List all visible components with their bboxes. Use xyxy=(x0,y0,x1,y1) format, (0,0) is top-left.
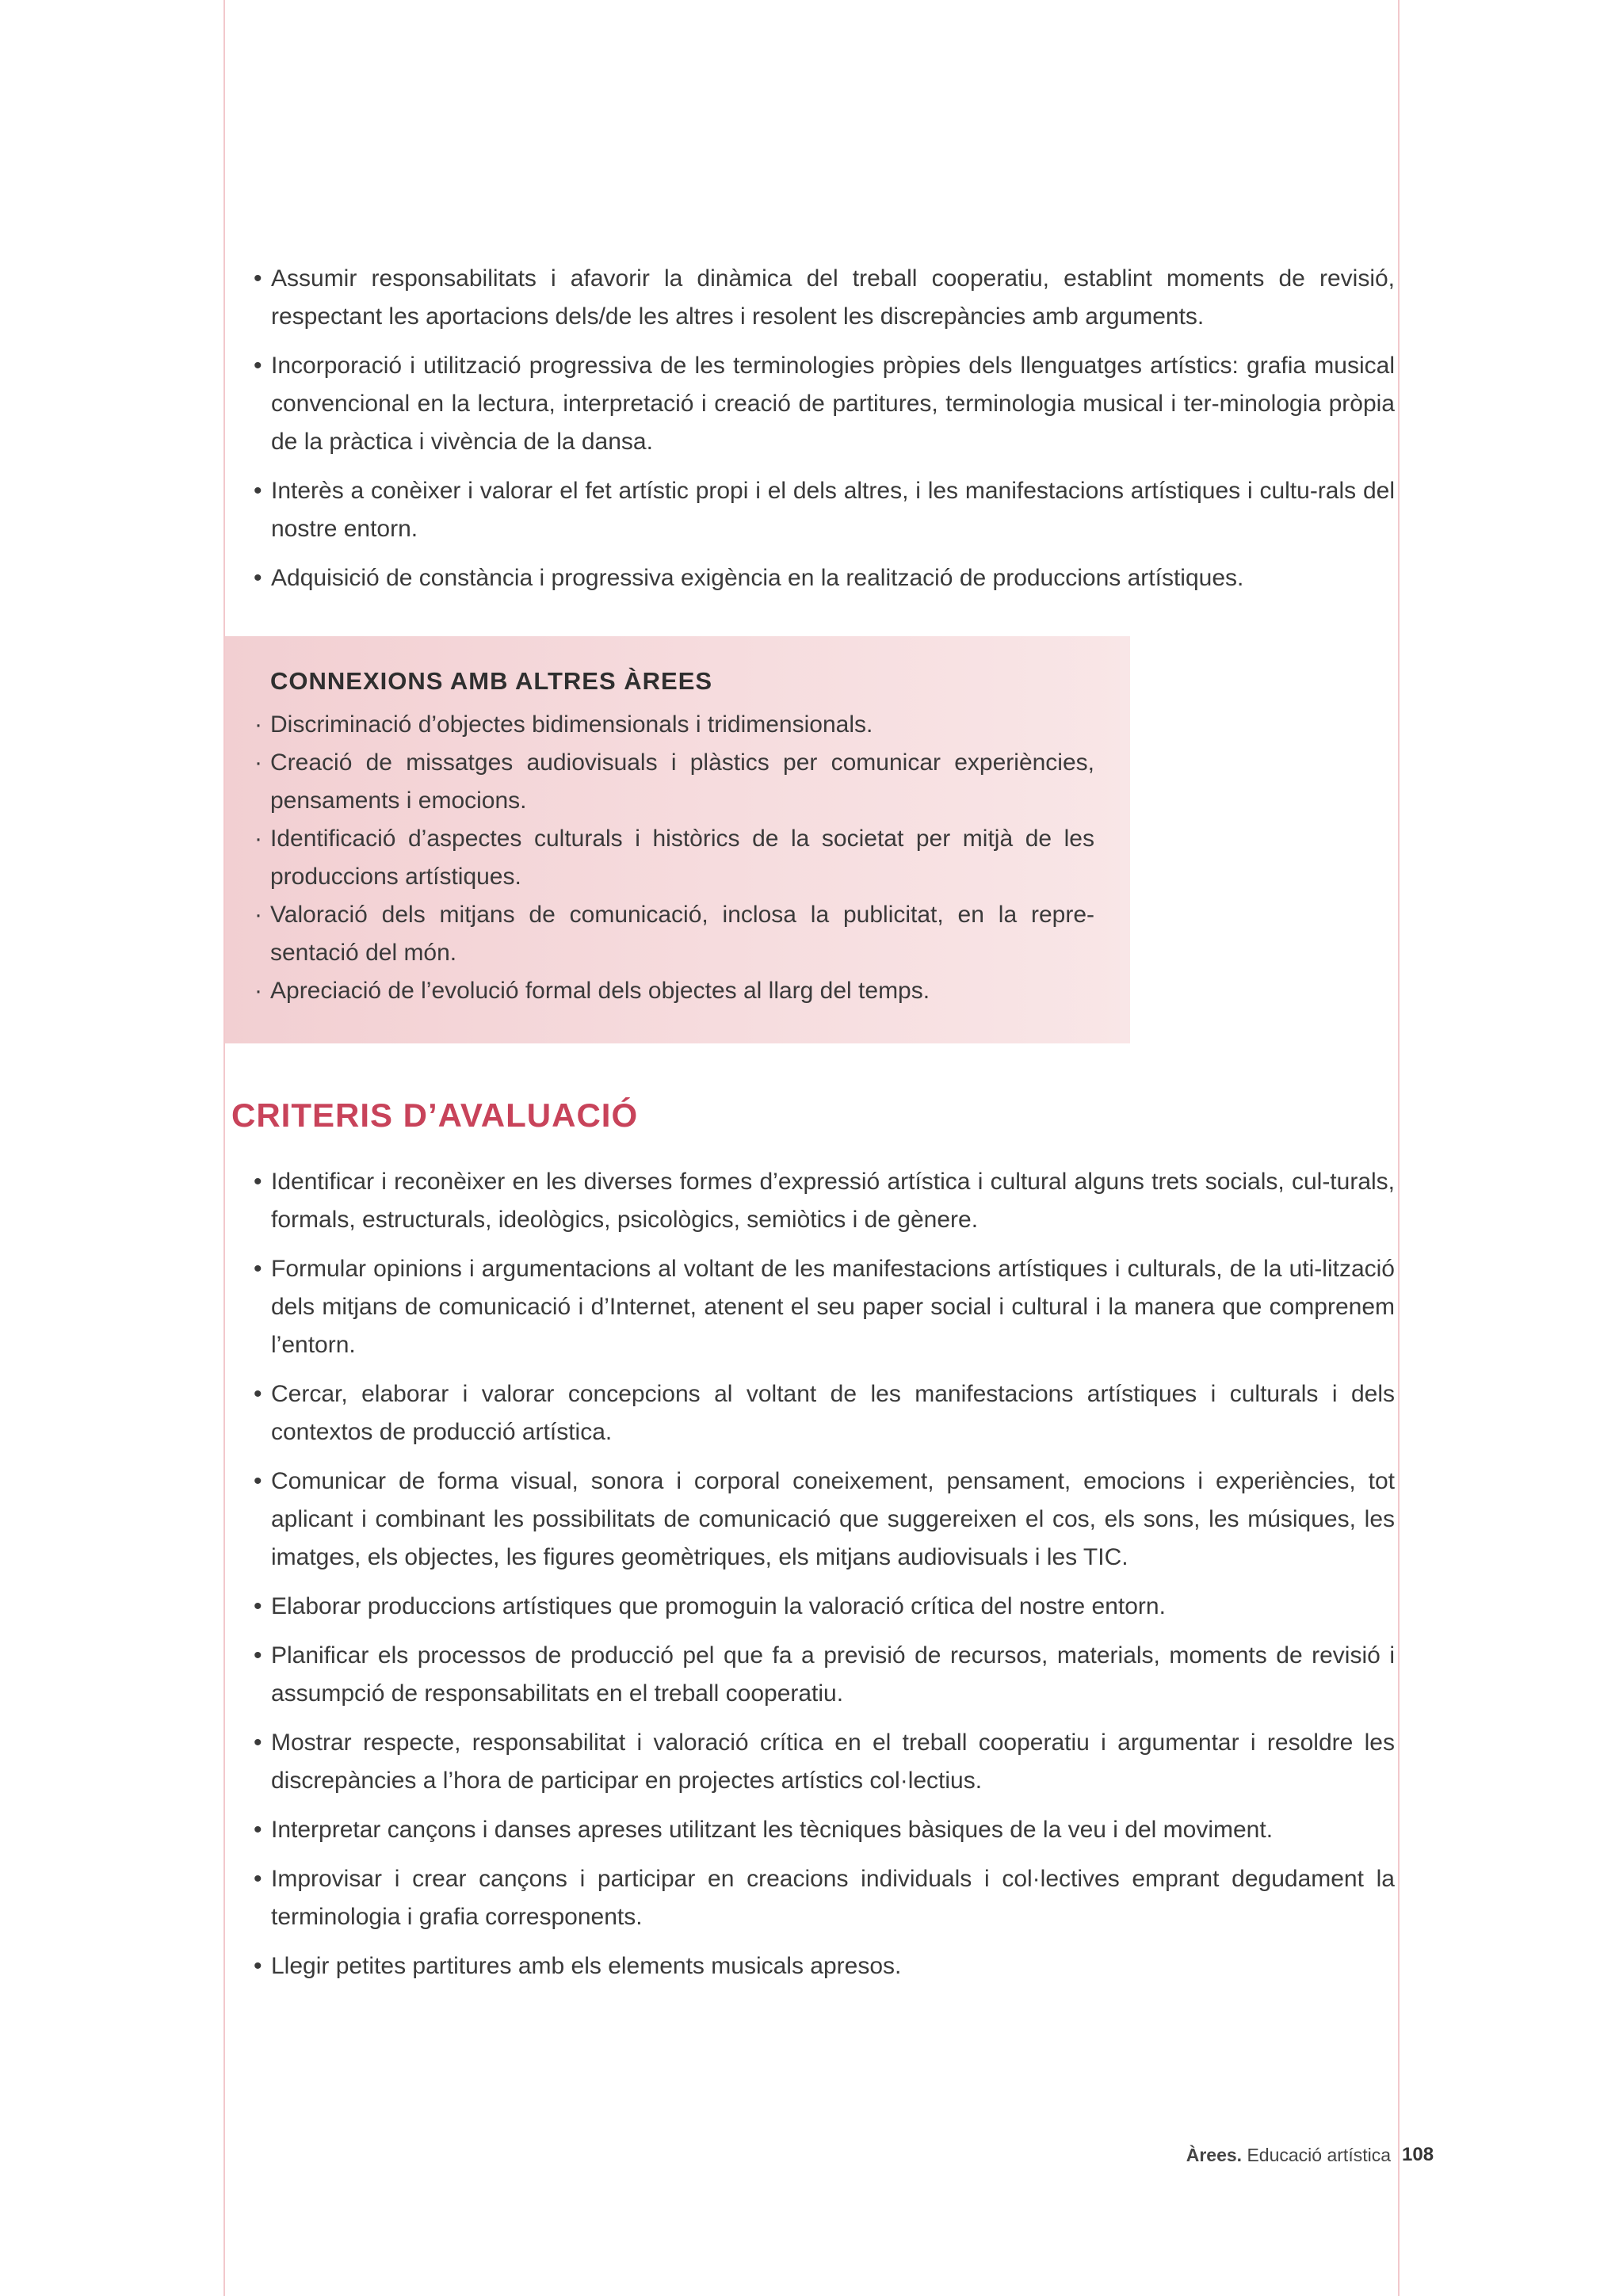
page-number: 108 xyxy=(1402,2144,1434,2165)
list-item-text: Creació de missatges audiovisuals i plàstics per comunicar experiències, pensaments i emocions. xyxy=(270,749,1094,814)
list-item xyxy=(253,744,1094,820)
list-item-text: Formular opinions i argumentacions al voltant de les manifestacions artístiques i culturals, de la uti-lització dels mitjans de comunicació i d’Internet, atenent el seu paper social i cultural i la manera que comprenem l’entorn. xyxy=(271,1256,1395,1358)
left-margin-rule xyxy=(223,0,225,2296)
footer-area-label: Àrees. xyxy=(1186,2145,1243,2165)
middot-icon: · xyxy=(254,978,262,1004)
list-item-text: Identificar i reconèixer en les diverses formes d’expressió artística i cultural alguns trets socials, cul-turals, formals, estructurals, ideològics, psicològics, semiòtics i de gènere. xyxy=(271,1169,1395,1233)
list-item xyxy=(254,1588,1395,1626)
list-item-text: Interpretar cançons i danses apreses utilitzant les tècniques bàsiques de la veu i del moviment. xyxy=(271,1817,1274,1843)
top-bullet-list xyxy=(254,260,1395,608)
connexions-box xyxy=(225,636,1130,1043)
list-item-text: Incorporació i utilització progressiva de les terminologies pròpies dels llenguatges artístics: grafia musical convencional en la lectura, interpretació i creació de partitures, terminologia musical i ter-minologia pròpia de la pràctica i vivència de la dansa. xyxy=(271,353,1395,455)
list-item-text: Adquisició de constància i progressiva exigència en la realització de produccions artístiques. xyxy=(271,565,1244,591)
list-item-text: Identificació d’aspectes culturals i històrics de la societat per mitjà de les produccions artístiques. xyxy=(270,826,1094,890)
bullet-icon: • xyxy=(254,1593,262,1619)
bullet-icon: • xyxy=(254,565,262,591)
page-footer xyxy=(1186,2139,1434,2171)
middot-icon: · xyxy=(254,749,262,776)
list-item-text: Valoració dels mitjans de comunicació, inclosa la publicitat, en la repre-sentació del món. xyxy=(270,902,1094,966)
list-item xyxy=(253,972,1094,1010)
list-item-text: Assumir responsabilitats i afavorir la dinàmica del treball cooperatiu, establint moments de revisió, respectant les aportacions dels/de les altres i resolent les discrepàncies amb arguments. xyxy=(271,265,1395,330)
list-item xyxy=(254,1947,1395,1985)
bullet-icon: • xyxy=(254,1642,262,1669)
connexions-title: CONNEXIONS AMB ALTRES ÀREES xyxy=(270,667,713,695)
criteris-list xyxy=(254,1163,1395,1997)
list-item-text: Interès a conèixer i valorar el fet artístic propi i el dels altres, i les manifestacions artístiques i cultu-rals del nostre entorn. xyxy=(271,478,1395,542)
criteris-title: CRITERIS D’AVALUACIÓ xyxy=(231,1097,639,1134)
list-item-text: Apreciació de l’evolució formal dels objectes al llarg del temps. xyxy=(270,978,930,1004)
bullet-icon: • xyxy=(254,1169,262,1195)
right-margin-rule xyxy=(1398,0,1400,2296)
bullet-icon: • xyxy=(254,1468,262,1494)
list-item xyxy=(254,1637,1395,1713)
bullet-icon: • xyxy=(254,1381,262,1407)
list-item xyxy=(253,896,1094,972)
list-item-text: Elaborar produccions artístiques que promoguin la valoració crítica del nostre entorn. xyxy=(271,1593,1166,1619)
bullet-icon: • xyxy=(254,265,262,292)
list-item xyxy=(253,820,1094,896)
list-item-text: Discriminació d’objectes bidimensionals i tridimensionals. xyxy=(270,711,873,738)
connexions-list xyxy=(253,706,1094,1010)
list-item xyxy=(254,1163,1395,1239)
bullet-icon: • xyxy=(254,478,262,504)
footer-section: Educació artística xyxy=(1247,2145,1391,2165)
list-item xyxy=(254,347,1395,461)
list-item xyxy=(254,1724,1395,1800)
list-item xyxy=(254,1250,1395,1364)
bullet-icon: • xyxy=(254,1730,262,1756)
middot-icon: · xyxy=(254,902,262,928)
list-item xyxy=(253,706,1094,744)
list-item-text: Cercar, elaborar i valorar concepcions al voltant de les manifestacions artístiques i culturals i dels contextos de producció artística. xyxy=(271,1381,1395,1445)
list-item-text: Comunicar de forma visual, sonora i corporal coneixement, pensament, emocions i experiències, tot aplicant i combinant les possibilitats de comunicació que suggereixen el cos, els sons, les músiques, les imatges, els objectes, les figures geomètriques, els mitjans audiovisuals i les TIC. xyxy=(271,1468,1395,1570)
list-item xyxy=(254,559,1395,597)
middot-icon: · xyxy=(254,826,262,852)
list-item-text: Planificar els processos de producció pel que fa a previsió de recursos, materials, moments de revisió i assumpció de responsabilitats en el treball cooperatiu. xyxy=(271,1642,1395,1707)
middot-icon: · xyxy=(254,711,262,738)
list-item xyxy=(254,1375,1395,1451)
list-item-text: Llegir petites partitures amb els elements musicals apresos. xyxy=(271,1953,902,1979)
bullet-icon: • xyxy=(254,1866,262,1892)
bullet-icon: • xyxy=(254,1256,262,1282)
bullet-icon: • xyxy=(254,353,262,379)
bullet-icon: • xyxy=(254,1817,262,1843)
list-item xyxy=(254,1811,1395,1849)
list-item-text: Improvisar i crear cançons i participar en creacions individuals i col·lectives emprant degudament la terminologia i grafia corresponents. xyxy=(271,1866,1395,1930)
list-item xyxy=(254,260,1395,336)
bullet-icon: • xyxy=(254,1953,262,1979)
list-item-text: Mostrar respecte, responsabilitat i valoració crítica en el treball cooperatiu i argumentar i resoldre les discrepàncies a l’hora de participar en projectes artístics col·lectius. xyxy=(271,1730,1395,1794)
list-item xyxy=(254,472,1395,548)
list-item xyxy=(254,1860,1395,1936)
list-item xyxy=(254,1463,1395,1577)
